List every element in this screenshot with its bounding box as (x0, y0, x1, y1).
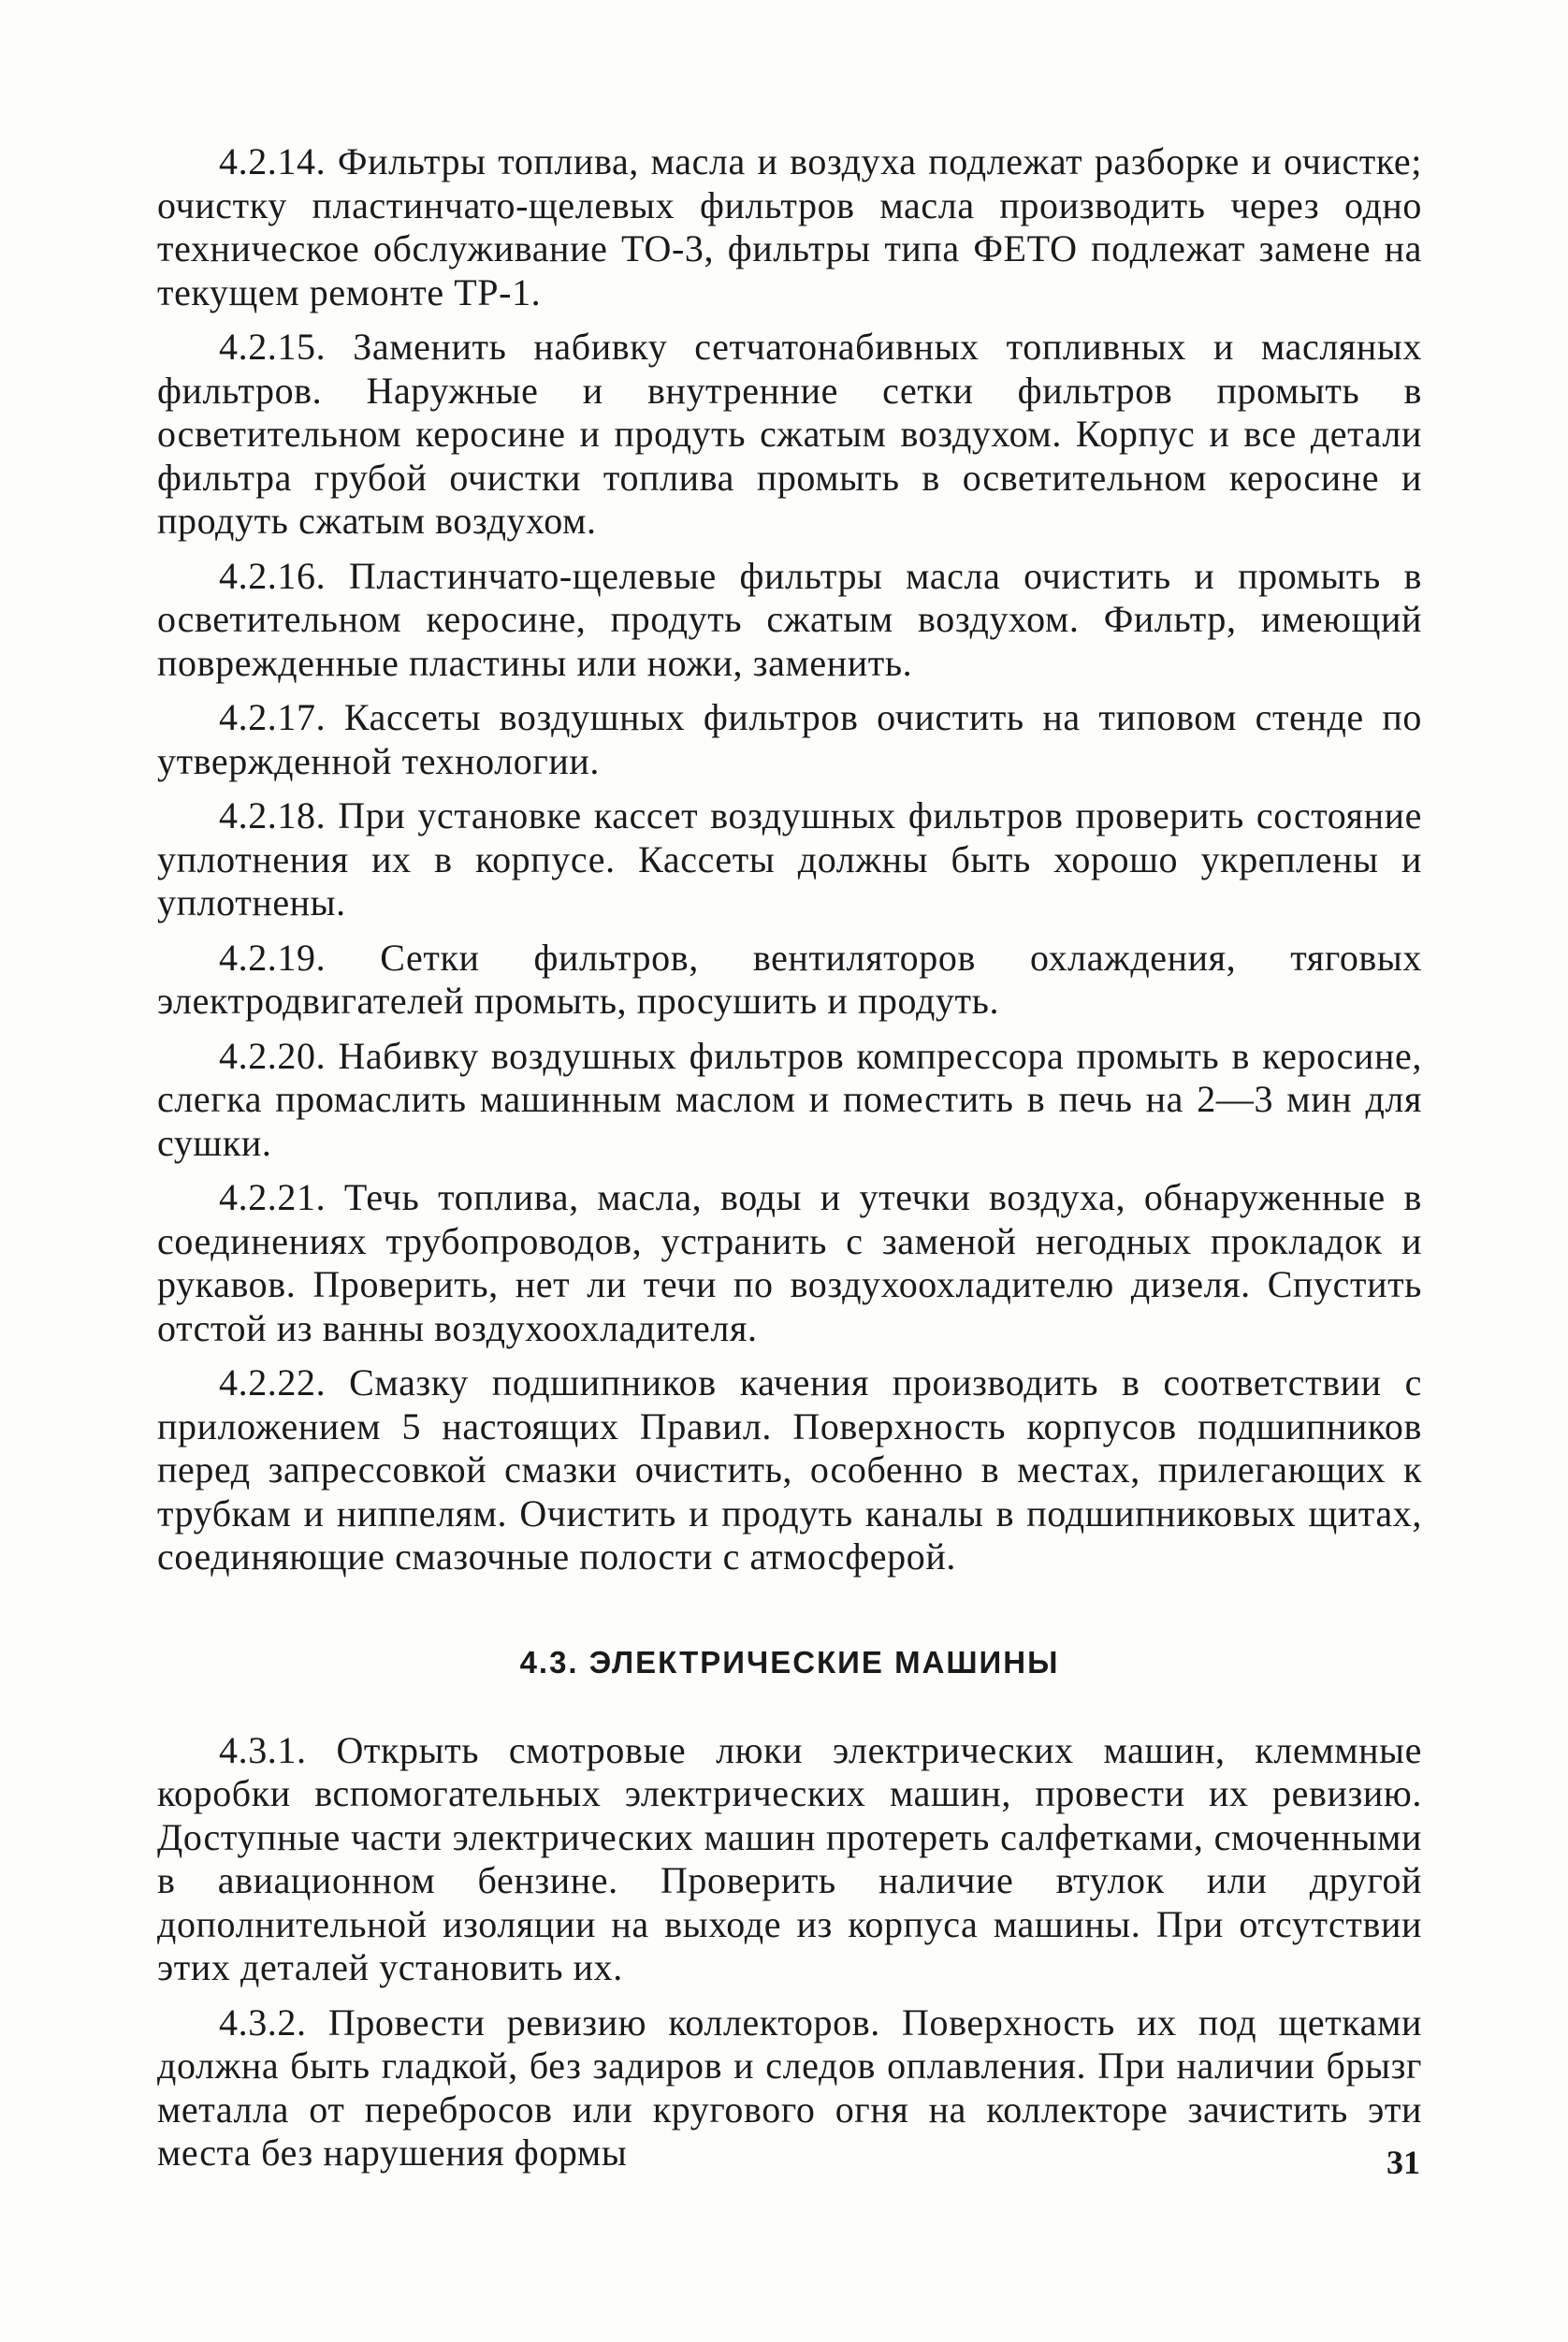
paragraph-text: Заменить набивку сетчатонабивных топливных и масляных фильтров. Наружные и внутренние сетки фильтров промыть в осветительном керосине и продуть сжатым воздухом. Корпус и все детали фильтра грубой очистки топлива промыть в осветительном керосине и продуть сжатым воздухом. (157, 326, 1422, 542)
paragraph-text: Смазку подшипников качения производить в соответствии с приложением 5 настоящих Правил. Поверхность корпусов подшипников перед запрессовкой смазки очистить, особенно в местах, прилегающих к трубкам и ниппелям. Очистить и продуть каналы в подшипниковых щитах, соединяющие смазочные полости с атмосферой. (157, 1361, 1422, 1578)
paragraph-4-2-16 (157, 555, 1422, 686)
paragraph-number: 4.2.20. (219, 1034, 327, 1077)
paragraph-text: Набивку воздушных фильтров компрессора промыть в керосине, слегка промаслить машинным маслом и поместить в печь на 2—3 мин для сушки. (157, 1034, 1422, 1164)
page-number: 31 (1387, 2144, 1420, 2181)
paragraph-text: Открыть смотровые люки электрических машин, клеммные коробки вспомогательных электрических машин, провести их ревизию. Доступные части электрических машин протереть салфетками, смоченными в авиационном бензине. Проверить наличие втулок или другой дополнительной изоляции на выходе из корпуса машины. При отсутствии этих деталей установить их. (157, 1728, 1422, 1988)
paragraph-number: 4.2.15. (219, 326, 327, 368)
paragraph-4-2-19 (157, 937, 1422, 1024)
paragraph-number: 4.2.19. (219, 936, 327, 979)
paragraph-4-2-22 (157, 1361, 1422, 1579)
paragraph-number: 4.3.2. (219, 2000, 307, 2044)
paragraph-text: Пластинчато-щелевые фильтры масла очистить и промыть в осветительном керосине, продуть сжатым воздухом. Фильтр, имеющий поврежденные пластины или ножи, заменить. (157, 554, 1422, 684)
paragraph-text: Фильтры топлива, масла и воздуха подлежат разборке и очистке; очистку пластинчато-щелевых фильтров масла производить через одно техническое обслуживание ТО-3, фильтры типа ФЕТО подлежат замене на текущем ремонте ТР-1. (157, 140, 1422, 313)
paragraph-text: Кассеты воздушных фильтров очистить на типовом стенде по утвержденной технологии. (157, 696, 1422, 782)
page-body (157, 140, 1422, 2187)
paragraph-number: 4.3.1. (219, 1728, 307, 1771)
paragraph-4-2-14 (157, 140, 1422, 314)
paragraph-4-2-21 (157, 1176, 1422, 1350)
paragraph-number: 4.2.21. (219, 1176, 327, 1218)
paragraph-text: Провести ревизию коллекторов. Поверхность их под щетками должна быть гладкой, без задиров и следов оплавления. При наличии брызг металла от перебросов или кругового огня на коллекторе зачистить эти места без нарушения формы (157, 2000, 1422, 2174)
paragraph-number: 4.2.14. (219, 140, 327, 182)
section-heading: 4.3. ЭЛЕКТРИЧЕСКИЕ МАШИНЫ (519, 1644, 1060, 1680)
paragraph-4-2-20 (157, 1035, 1422, 1166)
paragraph-text: При установке кассет воздушных фильтров проверить состояние уплотнения их в корпусе. Кассеты должны быть хорошо укреплены и уплотнены. (157, 794, 1422, 924)
paragraph-4-2-17 (157, 696, 1422, 783)
paragraph-number: 4.2.17. (219, 696, 327, 738)
paragraph-4-2-15 (157, 326, 1422, 544)
paragraph-number: 4.2.16. (219, 554, 327, 597)
paragraph-number: 4.2.22. (219, 1361, 327, 1404)
paragraph-4-3-1 (157, 1729, 1422, 1990)
paragraph-4-2-18 (157, 794, 1422, 925)
paragraph-text: Течь топлива, масла, воды и утечки воздуха, обнаруженные в соединениях трубопроводов, устранить с заменой негодных прокладок и рукавов. Проверить, нет ли течи по воздухоохладителю дизеля. Спустить отстой из ванны воздухоохладителя. (157, 1176, 1422, 1349)
paragraph-text: Сетки фильтров, вентиляторов охлаждения, тяговых электродвигателей промыть, просушить и продуть. (157, 936, 1422, 1022)
paragraph-number: 4.2.18. (219, 794, 327, 836)
paragraph-4-3-2 (157, 2001, 1422, 2175)
